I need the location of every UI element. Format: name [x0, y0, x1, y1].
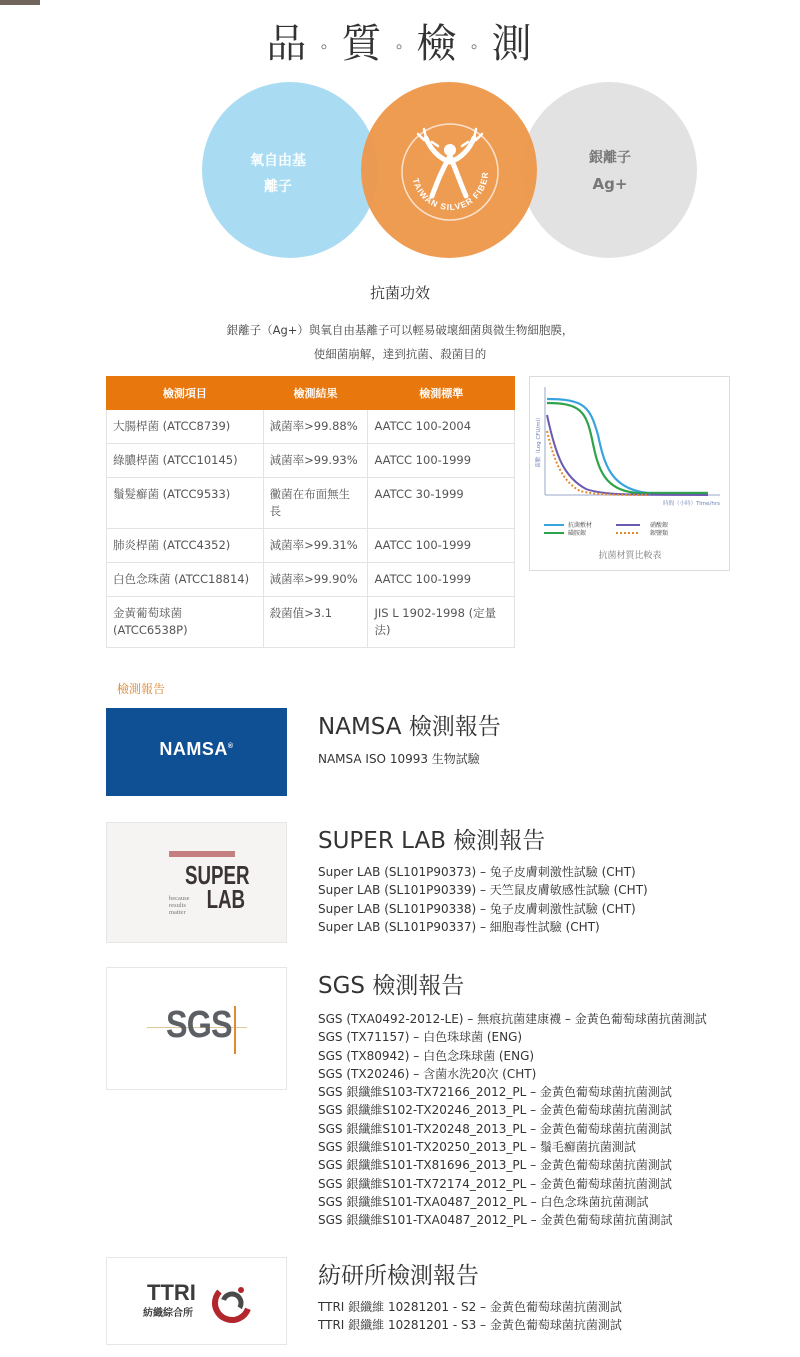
title-char-1: 品 [266, 21, 309, 67]
report-line[interactable]: TTRI 銀纖維 10281201 - S2 – 金黃色葡萄球菌抗菌測試 [318, 1300, 622, 1314]
report-line[interactable]: SGS 銀纖維S101-TX72174_2012_PL – 金黃色葡萄球菌抗菌測試 [318, 1176, 672, 1191]
page-title [0, 12, 800, 69]
report-line[interactable]: Super LAB (SL101P90337) – 細胞毒性試驗 (CHT) [318, 919, 600, 934]
curve-silver-sulfadiazine [547, 403, 708, 493]
superlab-report-lines [318, 863, 648, 936]
report-line[interactable]: SGS 銀纖維S101-TXA0487_2012_PL – 金黃色葡萄球菌抗菌測試 [318, 1213, 673, 1228]
legend-label: 抗菌敷材 [568, 522, 593, 529]
report-line[interactable]: SGS (TX71157) – 白色珠球菌 (ENG) [318, 1030, 523, 1045]
cell-item: 鬚髮癬菌 (ATCC9533) [107, 478, 264, 529]
sgs-report-title[interactable]: SGS 檢測報告 [318, 973, 465, 999]
cell-result: 減菌率>99.31% [263, 529, 368, 563]
table-row [107, 444, 515, 478]
legend-label: 硝酸銀 [650, 522, 669, 529]
reports-heading: 檢測報告 [117, 682, 166, 696]
cell-item: 肺炎桿菌 (ATCC4352) [107, 529, 264, 563]
cell-result: 減菌率>99.93% [263, 444, 368, 478]
cell-item: 金黃葡萄球菌 (ATCC6538P) [107, 597, 264, 648]
title-separator: ◦ [395, 33, 405, 58]
cell-standard: AATCC 30-1999 [368, 478, 515, 529]
report-line[interactable]: SGS (TXA0492-2012-LE) – 無痕抗菌建康襪 – 金黃色葡萄球菌抗菌測試 [318, 1012, 707, 1026]
report-line[interactable]: SGS 銀纖維S101-TX20248_2013_PL – 金黃色葡萄球菌抗菌測試 [318, 1121, 672, 1136]
superlab-logo[interactable]: SUPER LAB because results matter [106, 822, 287, 943]
sgs-logo[interactable]: SGS [106, 967, 287, 1090]
table-header-row [107, 377, 515, 410]
effect-description: 銀離子（Ag+）與氧自由基離子可以輕易破壞細菌與微生物細胞膜， 使細菌崩解，達到抗菌、殺菌目的 [226, 323, 574, 361]
cell-standard: AATCC 100-2004 [368, 410, 515, 444]
chart-figure [530, 377, 729, 570]
cell-standard: AATCC 100-1999 [368, 563, 515, 597]
taiwan-silver-fiber-logo [398, 120, 502, 224]
table-row [107, 410, 515, 444]
report-line[interactable]: SGS 銀纖維S103-TX72166_2012_PL – 金黃色葡萄球菌抗菌測試 [318, 1085, 672, 1100]
title-char-4: 測 [491, 21, 534, 67]
curve-silver-nitrate [547, 415, 708, 495]
chart-caption: 抗菌材質比較表 [598, 551, 662, 561]
chart-xlabel: 時間（小時）Time/hrs [663, 501, 720, 507]
cell-result: 減菌率>99.90% [263, 563, 368, 597]
effect-title: 抗菌功效 [369, 284, 430, 302]
cell-standard: AATCC 100-1999 [368, 529, 515, 563]
namsa-report-lines [318, 750, 480, 768]
label-oxygen-radical: 氧自由基 離子 [250, 153, 306, 195]
report-line[interactable]: Super LAB (SL101P90373) – 兔子皮膚刺激性試驗 (CHT) [318, 865, 636, 879]
report-line[interactable]: TTRI 銀纖維 10281201 - S3 – 金黃色葡萄球菌抗菌測試 [318, 1318, 622, 1333]
report-line[interactable]: Super LAB (SL101P90338) – 兔子皮膚刺激性試驗 (CHT) [318, 901, 636, 916]
antibacterial-comparison-chart [529, 376, 730, 571]
ttri-report-title[interactable]: 紡研所檢測報告 [318, 1263, 479, 1289]
cell-item: 綠膿桿菌 (ATCC10145) [107, 444, 264, 478]
header-test-item: 檢測項目 [107, 377, 264, 410]
cell-result: 減菌率>99.88% [263, 410, 368, 444]
report-line[interactable]: Super LAB (SL101P90339) – 天竺鼠皮膚敏感性試驗 (CHT) [318, 883, 648, 898]
chart-ylabel: 菌數（Log CFU/ml） [536, 414, 542, 468]
report-line[interactable]: SGS 銀纖維S102-TX20246_2013_PL – 金黃色葡萄球菌抗菌測試 [318, 1103, 672, 1118]
cell-result: 黴菌在布面無生長 [263, 478, 368, 529]
table-row [107, 529, 515, 563]
corner-tab [0, 0, 40, 5]
cell-standard: AATCC 100-1999 [368, 444, 515, 478]
cell-item: 大腸桿菌 (ATCC8739) [107, 410, 264, 444]
sgs-report-lines [318, 1010, 707, 1230]
report-line[interactable]: SGS 銀纖維S101-TXA0487_2012_PL – 白色念珠菌抗菌測試 [318, 1194, 649, 1209]
title-separator: ◦ [470, 33, 480, 58]
curve-antibacterial-dressing [547, 399, 708, 493]
ttri-mark-icon [211, 1282, 253, 1324]
title-char-3: 檢 [416, 21, 459, 67]
report-line[interactable]: SGS (TX80942) – 白色念珠球菌 (ENG) [318, 1048, 535, 1063]
venn-diagram [0, 80, 800, 260]
superlab-report-title[interactable]: SUPER LAB 檢測報告 [318, 828, 546, 854]
report-line[interactable]: NAMSA ISO 10993 生物試驗 [318, 752, 480, 766]
legend-label: 磺胺銀 [568, 530, 587, 537]
header-test-result: 檢測結果 [263, 377, 368, 410]
report-line[interactable]: SGS 銀纖維S101-TX81696_2013_PL – 金黃色葡萄球菌抗菌測試 [318, 1158, 672, 1173]
namsa-report-title[interactable]: NAMSA 檢測報告 [318, 714, 501, 740]
table-row [107, 597, 515, 648]
label-silver-ion: 銀離子 Ag+ [589, 150, 631, 193]
ttri-logo[interactable]: TTRI 紡織綜合所 [106, 1257, 287, 1345]
cell-item: 白色念珠菌 (ATCC18814) [107, 563, 264, 597]
ttri-report-lines [318, 1298, 622, 1335]
table-row [107, 478, 515, 529]
svg-text:TAIWAN SILVER FIBER: TAIWAN SILVER FIBER [410, 171, 491, 213]
report-line[interactable]: SGS 銀纖維S101-TX20250_2013_PL – 鬚毛癬菌抗菌測試 [318, 1140, 636, 1155]
test-results-table [106, 376, 515, 648]
table-row [107, 563, 515, 597]
report-line[interactable]: SGS (TX20246) – 含菌水洗20次 (CHT) [318, 1066, 537, 1081]
namsa-logo[interactable]: NAMSA® [106, 708, 287, 796]
title-char-2: 質 [341, 21, 384, 67]
header-test-standard: 檢測標準 [368, 377, 515, 410]
cell-standard: JIS L 1902-1998 (定量法) [368, 597, 515, 648]
cell-result: 殺菌值>3.1 [263, 597, 368, 648]
title-separator: ◦ [320, 33, 330, 58]
legend-label: 銀鹽類 [650, 530, 669, 537]
